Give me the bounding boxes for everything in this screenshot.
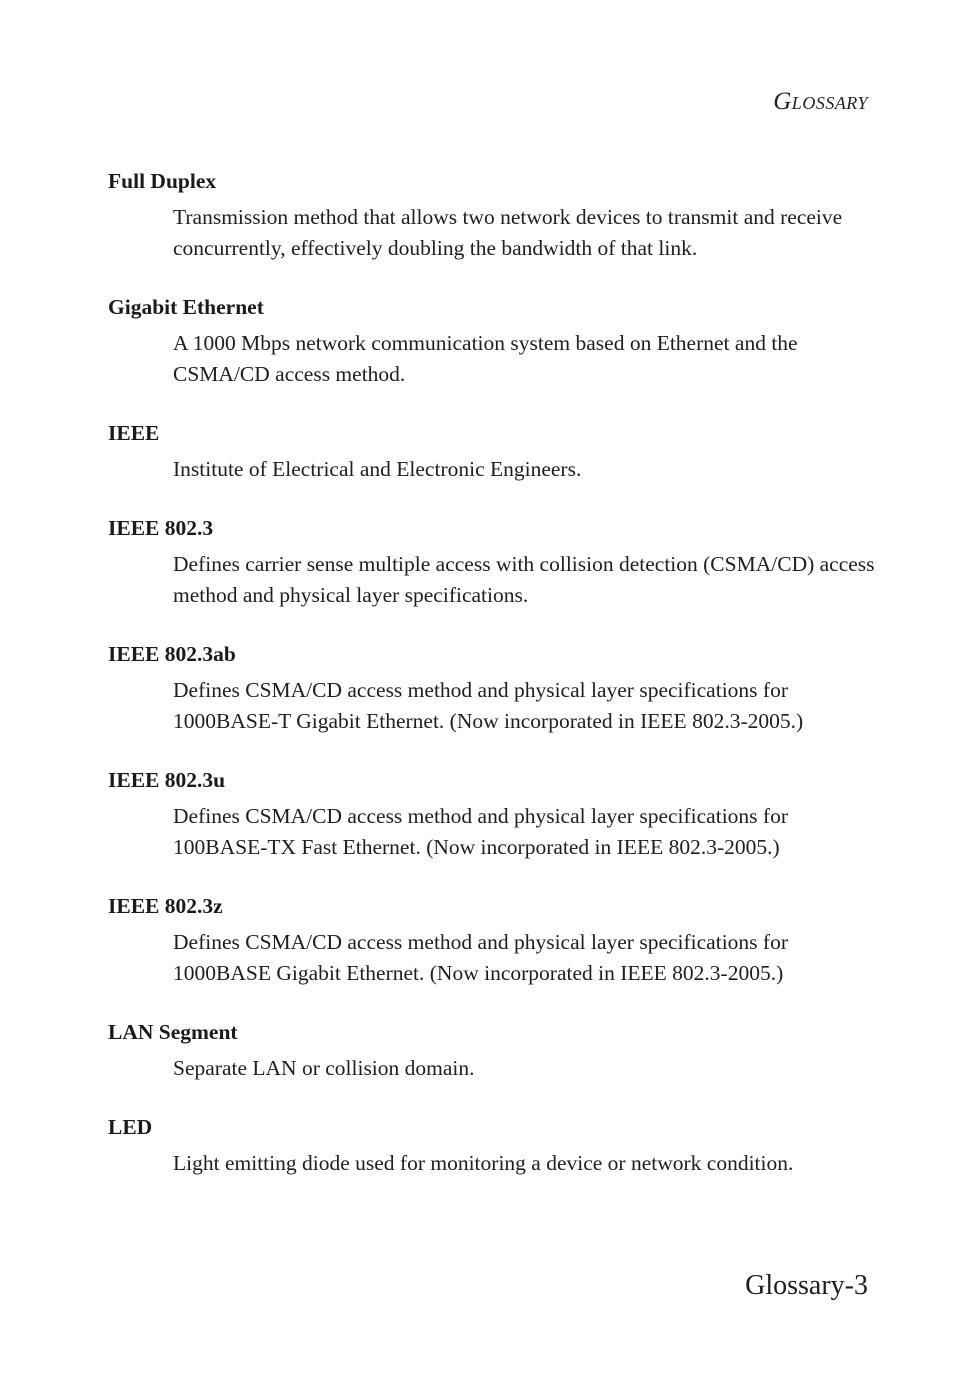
glossary-definition: Institute of Electrical and Electronic Engineers. [173, 457, 582, 481]
glossary-list [108, 166, 878, 1207]
glossary-term: IEEE 802.3z [108, 894, 223, 918]
glossary-entry-ieee-802-3z [108, 891, 878, 989]
glossary-term: LAN Segment [108, 1020, 238, 1044]
glossary-term: IEEE 802.3ab [108, 642, 236, 666]
glossary-definition: Separate LAN or collision domain. [173, 1056, 475, 1080]
glossary-term: Full Duplex [108, 169, 217, 193]
glossary-term: IEEE 802.3u [108, 768, 226, 792]
glossary-entry-lan-segment [108, 1017, 878, 1084]
glossary-definition: A 1000 Mbps network communication system based on Ethernet and the CSMA/CD access method. [173, 331, 798, 386]
glossary-term: LED [108, 1115, 153, 1139]
glossary-definition: Defines CSMA/CD access method and physical layer specifications for 1000BASE Gigabit Ethernet. (Now incorporated in IEEE 802.3-2005.) [173, 930, 788, 985]
glossary-term: IEEE [108, 421, 160, 445]
glossary-entry-ieee [108, 418, 878, 485]
glossary-entry-ieee-802-3ab [108, 639, 878, 737]
running-header: Glossary [773, 88, 868, 115]
glossary-entry-ieee-802-3u [108, 765, 878, 863]
page-number: Glossary-3 [745, 1270, 868, 1301]
glossary-term: Gigabit Ethernet [108, 295, 264, 319]
glossary-entry-ieee-802-3 [108, 513, 878, 611]
glossary-definition: Defines CSMA/CD access method and physical layer specifications for 1000BASE-T Gigabit Ethernet. (Now incorporated in IEEE 802.3-2005.) [173, 678, 804, 733]
glossary-definition: Defines carrier sense multiple access with collision detection (CSMA/CD) access method and physical layer specifications. [173, 552, 875, 607]
glossary-definition: Defines CSMA/CD access method and physical layer specifications for 100BASE-TX Fast Ethernet. (Now incorporated in IEEE 802.3-2005.) [173, 804, 788, 859]
glossary-entry-gigabit-ethernet [108, 292, 878, 390]
glossary-entry-full-duplex [108, 166, 878, 264]
glossary-term: IEEE 802.3 [108, 516, 214, 540]
glossary-definition: Transmission method that allows two network devices to transmit and receive concurrently, effectively doubling the bandwidth of that link. [173, 205, 843, 260]
glossary-definition: Light emitting diode used for monitoring a device or network condition. [173, 1151, 794, 1175]
glossary-entry-led [108, 1112, 878, 1179]
